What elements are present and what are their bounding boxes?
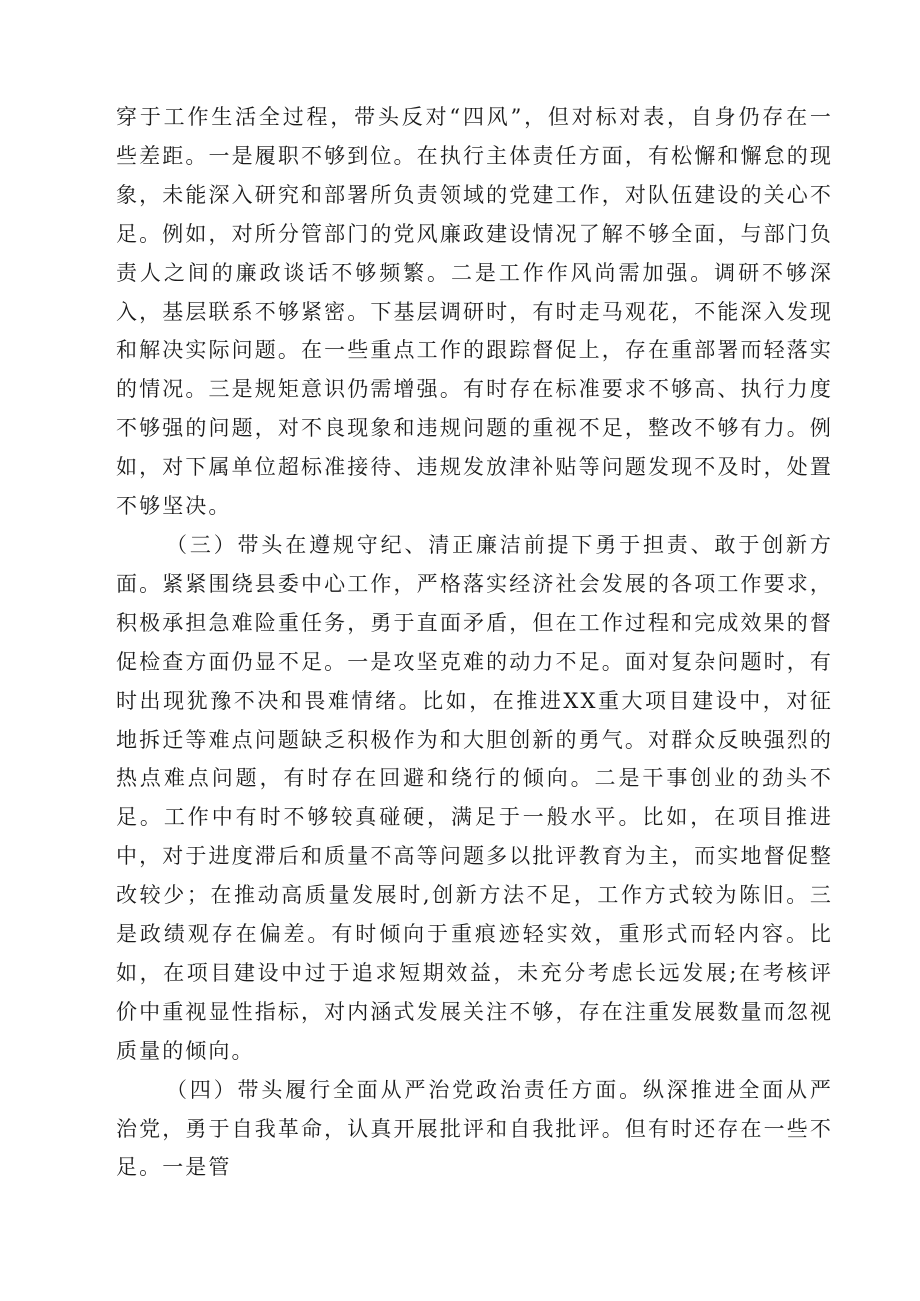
paragraph-section-3: （三）带头在遵规守纪、清正廉洁前提下勇于担责、敢于创新方面。紧紧围绕县委中心工作，严格落实经济社会发展的各项工作要求，积极承担急难险重任务，勇于直面矛盾，但在工作过程和完成效果的督促检查方面仍显不足。一是攻坚克难的动力不足。面对复杂问题时，有时出现犹豫不决和畏难情绪。比如，在推进XX重大项目建设中，对征地拆迁等难点问题缺乏积极作为和大胆创新的勇气。对群众反映强烈的热点难点问题，有时存在回避和绕行的倾向。二是干事创业的劲头不足。工作中有时不够较真碰硬，满足于一般水平。比如，在项目推进中，对于进度滞后和质量不高等问题多以批评教育为主，而实地督促整改较少；在推动高质量发展时,创新方法不足，工作方式较为陈旧。三是政绩观存在偏差。有时倾向于重痕迹轻实效，重形式而轻内容。比如，在项目建设中过于追求短期效益，未充分考虑长远发展;在考核评价中重视显性指标，对内涵式发展关注不够，存在注重发展数量而忽视质量的倾向。 [116, 532, 833, 1063]
paragraph-section-4: （四）带头履行全面从严治党政治责任方面。纵深推进全面从严治党，勇于自我革命，认真开展批评和自我批评。但有时还存在一些不足。一是管 [116, 1077, 833, 1180]
document-body [116, 98, 833, 1187]
paragraph-continuation: 穿于工作生活全过程，带头反对“四风”，但对标对表，自身仍存在一些差距。一是履职不够到位。在执行主体责任方面，有松懈和懈怠的现象，未能深入研究和部署所负责领域的党建工作，对队伍建设的关心不足。例如，对所分管部门的党风廉政建设情况了解不够全面，与部门负责人之间的廉政谈话不够频繁。二是工作作风尚需加强。调研不够深入，基层联系不够紧密。下基层调研时，有时走马观花，不能深入发现和解决实际问题。在一些重点工作的跟踪督促上，存在重部署而轻落实的情况。三是规矩意识仍需增强。有时存在标准要求不够高、执行力度不够强的问题，对不良现象和违规问题的重视不足，整改不够有力。例如，对下属单位超标准接待、违规发放津补贴等问题发现不及时，处置不够坚决。 [116, 105, 833, 519]
